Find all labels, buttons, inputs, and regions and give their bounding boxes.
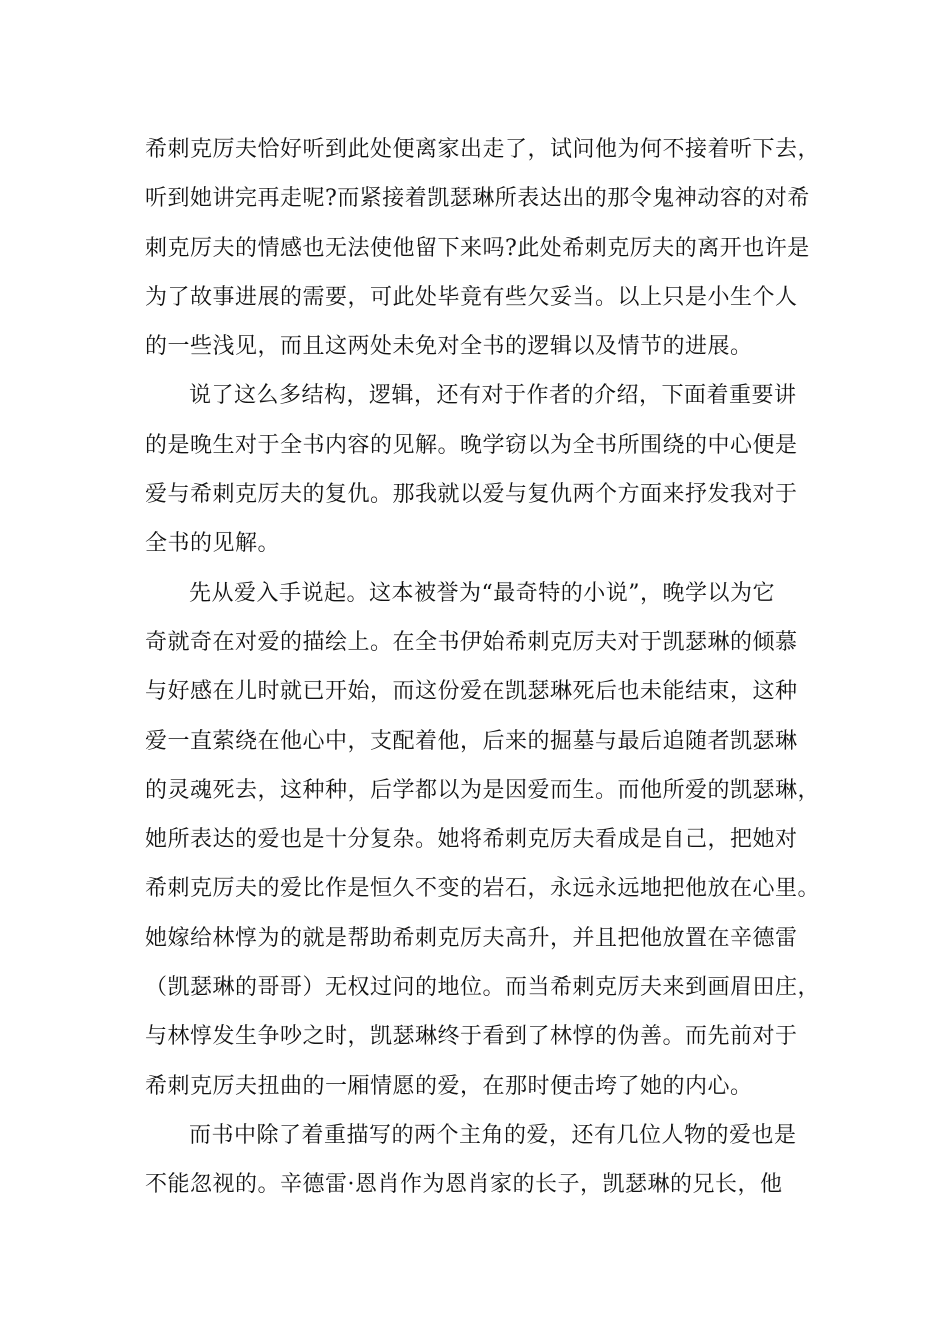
paragraph-first-line: 而书中除了着重描写的两个主角的爱，还有几位人物的爱也是 bbox=[189, 1122, 797, 1148]
text-line: 听到她讲完再走呢?而紧接着凯瑟琳所表达出的那令鬼神动容的对希 bbox=[145, 186, 810, 212]
text-line: 不能忽视的。辛德雷·恩肖作为恩肖家的长子，凯瑟琳的兄长，他 bbox=[145, 1172, 783, 1198]
text-line: 奇就奇在对爱的描绘上。在全书伊始希刺克厉夫对于凯瑟琳的倾慕 bbox=[145, 629, 798, 655]
text-line: 爱一直萦绕在他心中，支配着他，后来的掘墓与最后追随者凯瑟琳 bbox=[145, 728, 798, 754]
text-line: 她所表达的爱也是十分复杂。她将希刺克厉夫看成是自己，把她对 bbox=[145, 827, 798, 853]
text-line: 与好感在儿时就已开始，而这份爱在凯瑟琳死后也未能结束，这种 bbox=[145, 679, 798, 705]
text-line: 爱与希刺克厉夫的复仇。那我就以爱与复仇两个方面来抒发我对于 bbox=[145, 482, 798, 508]
text-line: 希刺克厉夫恰好听到此处便离家出走了，试问他为何不接着听下去， bbox=[145, 137, 821, 162]
paragraph-first-line: 说了这么多结构，逻辑，还有对于作者的介绍，下面着重要讲 bbox=[189, 383, 797, 409]
text-line: 希刺克厉夫的爱比作是恒久不变的岩石，永远永远地把他放在心里。 bbox=[145, 876, 821, 902]
text-line: 刺克厉夫的情感也无法使他留下来吗?此处希刺克厉夫的离开也许是 bbox=[145, 235, 810, 261]
text-line: 希刺克厉夫扭曲的一厢情愿的爱，在那时便击垮了她的内心。 bbox=[145, 1073, 753, 1099]
body-text bbox=[145, 125, 821, 1210]
text-line: 她嫁给林惇为的就是帮助希刺克厉夫高升，并且把他放置在辛德雷 bbox=[145, 925, 798, 951]
text-line: 为了故事进展的需要，可此处毕竟有些欠妥当。以上只是小生个人 bbox=[145, 284, 798, 310]
text-line: 的灵魂死去，这种种，后学都以为是因爱而生。而他所爱的凯瑟琳， bbox=[145, 777, 821, 803]
text-line: 的一些浅见，而且这两处未免对全书的逻辑以及情节的进展。 bbox=[145, 334, 753, 360]
text-line: 全书的见解。 bbox=[145, 531, 281, 557]
text-line: 的是晚生对于全书内容的见解。晚学窃以为全书所围绕的中心便是 bbox=[145, 432, 798, 458]
paragraph-first-line: 先从爱入手说起。这本被誉为“最奇特的小说”，晚学以为它 bbox=[189, 580, 775, 606]
text-line: 与林惇发生争吵之时，凯瑟琳终于看到了林惇的伪善。而先前对于 bbox=[145, 1024, 798, 1050]
text-line: （凯瑟琳的哥哥）无权过问的地位。而当希刺克厉夫来到画眉田庄， bbox=[145, 975, 821, 1001]
